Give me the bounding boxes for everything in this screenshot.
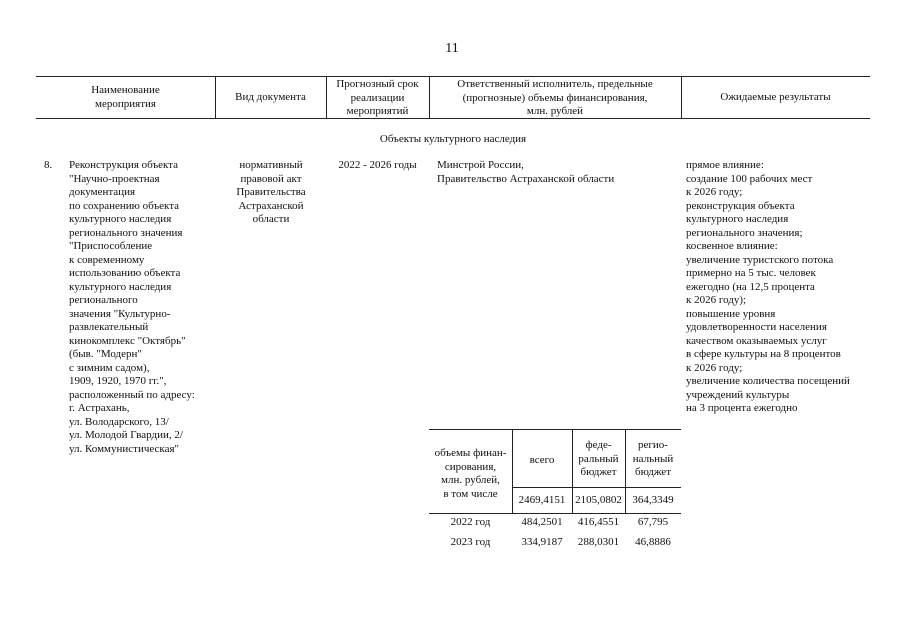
document-type: нормативный правовой акт Правительства Астраханской области (236, 159, 306, 225)
header-top-rule (36, 76, 870, 77)
header-results: Ожидаемые результаты (720, 91, 831, 103)
header-doc-type: Вид документа (235, 91, 306, 103)
header-name: Наименование мероприятия (91, 84, 160, 110)
finance-year-total: 334,9187 (521, 536, 563, 548)
implementation-period: 2022 - 2026 годы (338, 159, 417, 171)
finance-header-rule (512, 487, 681, 488)
expected-results: прямое влияние: создание 100 рабочих мест к 2026 году; реконструкция объекта культурного наследия регионального значения; косвенное влияние: увеличение туристского потока примерно на 5 тыс. человек ежегодно (на 12,5 процента к 2026 году); повышение уровня удовлетворенности населения качеством оказываемых услуг в сфере культуры на 8 процентов к 2026 году; увеличение количества посещений учреждений культуры на 3 процента ежегодно (686, 159, 850, 414)
finance-label: объемы финан- сирования, млн. рублей, в том числе (434, 447, 507, 500)
finance-col-federal: феде- ральный бюджет (578, 439, 619, 478)
finance-year-label: 2023 год (450, 536, 491, 548)
responsible-executor: Минстрой России, Правительство Астраханской области (437, 159, 615, 185)
finance-year-regional: 67,795 (637, 516, 669, 528)
finance-year-regional: 46,8886 (635, 536, 671, 548)
finance-year-federal: 288,0301 (577, 536, 620, 548)
section-title: Объекты культурного наследия (379, 133, 527, 145)
finance-year-label: 2022 год (450, 516, 491, 528)
finance-totals-rule (429, 513, 681, 514)
measure-name: Реконструкция объекта "Научно-проектная документация по сохранению объекта культурного наследия регионального значения "Приспособление к современному использованию объекта культурного наследия регионального значения "Культурно- развлекательный кинокомплекс "Октябрь" (быв. "Модерн" с зимним садом), 1909, 1920, 1970 гг.", расположенный по адресу: г. Астрахань, ул. Володарского, 13/ ул. Молодой Гвардии, 2/ ул. Коммунистическая" (69, 159, 195, 455)
finance-total-all: 2469,4151 (518, 494, 566, 506)
finance-total-regional: 364,3349 (632, 494, 674, 506)
finance-total-federal: 2105,0802 (575, 494, 622, 506)
header-executor: Ответственный исполнитель, предельные (прогнозные) объемы финансирования, млн. рублей (457, 78, 653, 117)
finance-year-total: 484,2501 (521, 516, 563, 528)
finance-top-rule (429, 429, 681, 430)
finance-col-regional: регио- нальный бюджет (632, 439, 674, 478)
finance-col-total: всего (529, 454, 555, 466)
header-period: Прогнозный срок реализации мероприятий (336, 78, 419, 117)
finance-year-federal: 416,4551 (577, 516, 620, 528)
page-number: 11 (445, 41, 459, 56)
row-number: 8. (44, 159, 53, 171)
